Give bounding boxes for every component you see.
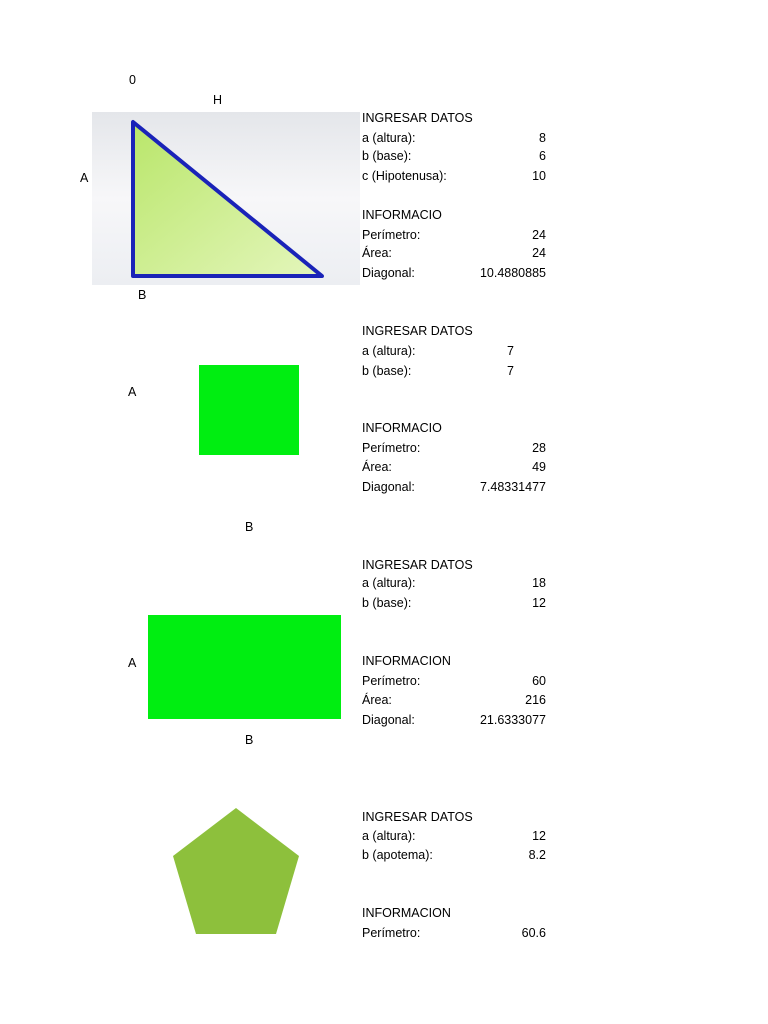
rectangle-shape (148, 615, 341, 719)
triangle-input-label: b (base): (362, 149, 412, 163)
triangle-input-label: a (altura): (362, 131, 416, 145)
square-input-value[interactable]: 7 (507, 364, 514, 378)
rectangle-input-label: b (base): (362, 596, 412, 610)
square-shape (199, 365, 299, 455)
triangle-input-value[interactable]: 10 (532, 169, 546, 183)
rectangle-input-value[interactable]: 12 (532, 596, 546, 610)
rectangle-input-title: INGRESAR DATOS (362, 558, 473, 572)
triangle-info-row (362, 244, 546, 262)
pentagon-input-label: a (altura): (362, 829, 416, 843)
triangle-input-row (362, 129, 546, 147)
triangle-label-b: B (138, 288, 147, 302)
triangle-info-label: Área: (362, 246, 392, 260)
square-info-row (362, 439, 546, 457)
square-info-value: 28 (532, 441, 546, 455)
pentagon-info-row (362, 924, 546, 942)
square-input-row (362, 362, 514, 380)
pentagon-shape (173, 808, 299, 934)
square-info-label: Diagonal: (362, 480, 415, 494)
triangle-info-value: 24 (532, 246, 546, 260)
triangle-input-value[interactable]: 8 (539, 131, 546, 145)
rectangle-info-title: INFORMACION (362, 654, 451, 668)
pentagon-image (170, 806, 302, 936)
pentagon-info-label: Perímetro: (362, 926, 421, 940)
triangle-info-row (362, 226, 546, 244)
pentagon-info-value: 60.6 (521, 926, 546, 940)
rectangle-input-row (362, 574, 546, 592)
pentagon-input-label: b (apotema): (362, 848, 433, 862)
rectangle-info-label: Área: (362, 693, 392, 707)
rectangle-input-label: a (altura): (362, 576, 416, 590)
triangle-info-value: 10.4880885 (479, 266, 546, 280)
rectangle-info-value: 21.6333077 (479, 713, 546, 727)
triangle-input-value[interactable]: 6 (539, 149, 546, 163)
square-label-a: A (128, 385, 137, 399)
rectangle-info-row (362, 711, 546, 729)
triangle-info-title: INFORMACIO (362, 208, 442, 222)
rectangle-info-label: Perímetro: (362, 674, 421, 688)
triangle-input-row (362, 167, 546, 185)
pentagon-input-row (362, 846, 546, 864)
rectangle-label-b: B (245, 733, 254, 747)
triangle-info-value: 24 (532, 228, 546, 242)
rectangle-info-label: Diagonal: (362, 713, 415, 727)
triangle-label-h: H (213, 93, 223, 107)
pentagon-input-value[interactable]: 8.2 (528, 848, 546, 862)
triangle-input-title: INGRESAR DATOS (362, 111, 473, 125)
square-label-b: B (245, 520, 254, 534)
triangle-label-top: 0 (129, 73, 136, 87)
pentagon-input-title: INGRESAR DATOS (362, 810, 473, 824)
square-input-value[interactable]: 7 (507, 344, 514, 358)
rectangle-info-row (362, 691, 546, 709)
rectangle-info-row (362, 672, 546, 690)
square-info-label: Perímetro: (362, 441, 421, 455)
square-input-label: b (base): (362, 364, 412, 378)
pentagon-input-value[interactable]: 12 (532, 829, 546, 843)
triangle-label-a: A (80, 171, 89, 185)
square-info-value: 49 (532, 460, 546, 474)
rectangle-input-value[interactable]: 18 (532, 576, 546, 590)
pentagon-input-row (362, 827, 546, 845)
rectangle-info-value: 216 (525, 693, 546, 707)
rectangle-input-row (362, 594, 546, 612)
square-info-row (362, 458, 546, 476)
square-input-title: INGRESAR DATOS (362, 324, 473, 338)
pentagon-info-title: INFORMACION (362, 906, 451, 920)
square-info-label: Área: (362, 460, 392, 474)
triangle-input-row (362, 147, 546, 165)
rectangle-info-value: 60 (532, 674, 546, 688)
square-input-row (362, 342, 514, 360)
right-triangle-image (92, 112, 360, 285)
square-info-row (362, 478, 546, 496)
triangle-info-label: Diagonal: (362, 266, 415, 280)
triangle-input-label: c (Hipotenusa): (362, 169, 447, 183)
triangle-info-row (362, 264, 546, 282)
square-input-label: a (altura): (362, 344, 416, 358)
triangle-info-label: Perímetro: (362, 228, 421, 242)
square-info-title: INFORMACIO (362, 421, 442, 435)
rectangle-label-a: A (128, 656, 137, 670)
square-info-value: 7.48331477 (479, 480, 546, 494)
